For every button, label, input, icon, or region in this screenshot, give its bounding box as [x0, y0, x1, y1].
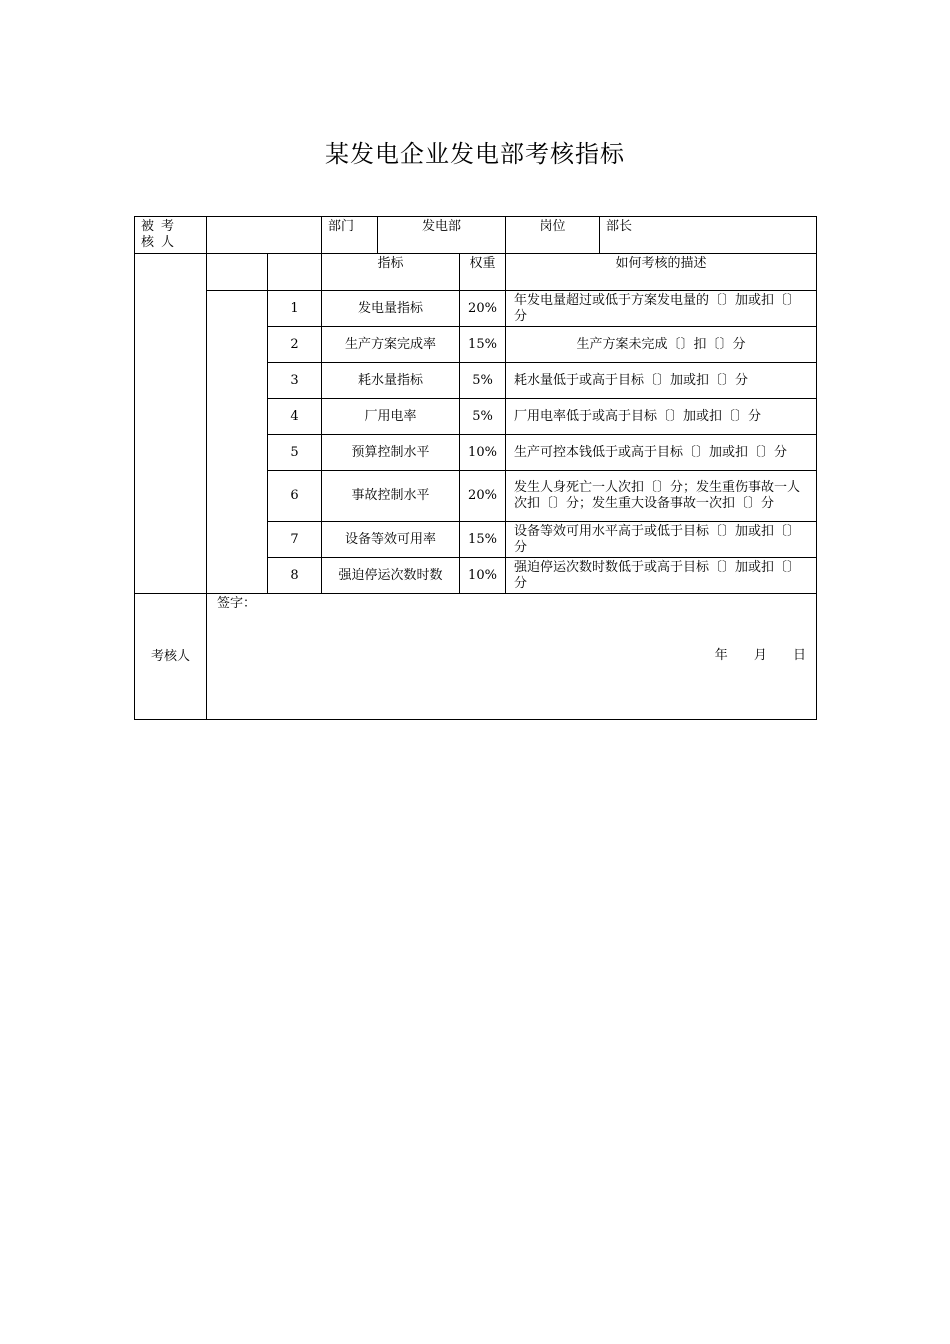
left-merged-cell — [135, 254, 207, 594]
signature-date: 年 月 日 — [714, 648, 807, 663]
empty-header-cell — [207, 254, 268, 291]
row-description: 生产可控本钱低于或高于目标〔〕加或扣〔〕分 — [506, 435, 817, 471]
assessment-table — [134, 216, 817, 720]
row-no: 2 — [268, 327, 322, 363]
signature-area — [207, 594, 817, 720]
description-header: 如何考核的描述 — [506, 254, 817, 291]
row-weight: 20% — [460, 291, 506, 327]
row-weight: 10% — [460, 558, 506, 594]
row-indicator: 厂用电率 — [322, 399, 460, 435]
row-description: 厂用电率低于或高于目标〔〕加或扣〔〕分 — [506, 399, 817, 435]
row-no: 5 — [268, 435, 322, 471]
row-no: 8 — [268, 558, 322, 594]
post-label: 岗位 — [506, 217, 600, 254]
row-indicator: 事故控制水平 — [322, 471, 460, 522]
row-description: 发生人身死亡一人次扣〔〕分；发生重伤事故一人次扣〔〕分；发生重大设备事故一次扣〔〕分 — [506, 471, 817, 522]
row-no: 6 — [268, 471, 322, 522]
row-weight: 15% — [460, 327, 506, 363]
row-no: 3 — [268, 363, 322, 399]
assessee-label: 被考核人 — [135, 217, 207, 254]
row-weight: 5% — [460, 363, 506, 399]
row-weight: 10% — [460, 435, 506, 471]
row-no: 4 — [268, 399, 322, 435]
row-no: 7 — [268, 522, 322, 558]
row-weight: 5% — [460, 399, 506, 435]
row-indicator: 强迫停运次数时数 — [322, 558, 460, 594]
assessor-label: 考核人 — [135, 594, 207, 720]
no-header-cell — [268, 254, 322, 291]
row-description: 强迫停运次数时数低于或高于目标〔〕加或扣〔〕分 — [506, 558, 817, 594]
post-value: 部长 — [600, 217, 817, 254]
weight-header: 权重 — [460, 254, 506, 291]
row-weight: 15% — [460, 522, 506, 558]
row-indicator: 发电量指标 — [322, 291, 460, 327]
row-indicator: 生产方案完成率 — [322, 327, 460, 363]
row-indicator: 预算控制水平 — [322, 435, 460, 471]
dept-label: 部门 — [322, 217, 378, 254]
assessee-value — [207, 217, 322, 254]
table-row — [135, 291, 817, 327]
row-description: 生产方案未完成〔〕扣〔〕分 — [506, 327, 817, 363]
row-description: 耗水量低于或高于目标〔〕加或扣〔〕分 — [506, 363, 817, 399]
indicator-header: 指标 — [322, 254, 460, 291]
row-indicator: 设备等效可用率 — [322, 522, 460, 558]
row-description: 年发电量超过或低于方案发电量的〔〕加或扣〔〕分 — [506, 291, 817, 327]
row-description: 设备等效可用水平高于或低于目标〔〕加或扣〔〕分 — [506, 522, 817, 558]
page-title: 某发电企业发电部考核指标 — [325, 140, 625, 168]
dept-value: 发电部 — [378, 217, 506, 254]
row-indicator: 耗水量指标 — [322, 363, 460, 399]
row-weight: 20% — [460, 471, 506, 522]
category-merged-cell — [207, 291, 268, 594]
signature-label: 签字： — [217, 596, 257, 611]
row-no: 1 — [268, 291, 322, 327]
